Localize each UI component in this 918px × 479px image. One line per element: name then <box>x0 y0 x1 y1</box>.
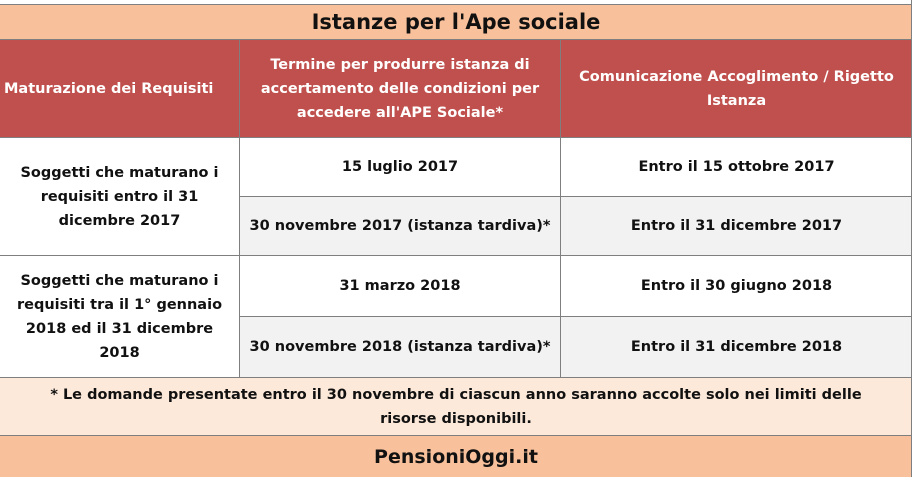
group-rows <box>240 256 912 377</box>
deadline-cell: 30 novembre 2018 (istanza tardiva)* <box>240 317 561 377</box>
header-row <box>0 39 912 138</box>
table-row <box>240 138 912 196</box>
table-row <box>240 196 912 255</box>
requirement-cell: Soggetti che maturano i requisiti tra il 1° gennaio 2018 ed il 31 dicembre 2018 <box>0 256 240 377</box>
group-2017 <box>0 138 912 256</box>
response-cell: Entro il 31 dicembre 2018 <box>630 339 843 355</box>
right-margin <box>912 0 918 479</box>
brand-footer: PensioniOggi.it <box>0 436 912 477</box>
deadline-cell: 31 marzo 2018 <box>240 256 561 316</box>
table-row <box>240 316 912 377</box>
table-row <box>240 256 912 316</box>
deadline-cell: 15 luglio 2017 <box>240 138 561 196</box>
response-cell: Entro il 30 giugno 2018 <box>640 278 833 294</box>
response-cell: Entro il 15 ottobre 2017 <box>638 159 835 175</box>
footnote: * Le domande presentate entro il 30 novembre di ciascun anno saranno accolte solo nei limiti delle risorse disponibili. <box>0 378 912 436</box>
requirement-cell: Soggetti che maturano i requisiti entro il 31 dicembre 2017 <box>0 138 240 255</box>
response-cell: Entro il 31 dicembre 2017 <box>630 218 843 234</box>
group-rows <box>240 138 912 255</box>
header-requirements: Maturazione dei Requisiti <box>0 40 240 137</box>
deadline-cell: 30 novembre 2017 (istanza tardiva)* <box>240 197 561 255</box>
group-2018 <box>0 256 912 378</box>
header-response: Comunicazione Accoglimento / Rigetto Istanza <box>579 68 894 109</box>
header-deadline: Termine per produrre istanza di accertamento delle condizioni per accedere all'APE Sociale* <box>240 40 561 137</box>
table-title: Istanze per l'Ape sociale <box>0 4 912 39</box>
